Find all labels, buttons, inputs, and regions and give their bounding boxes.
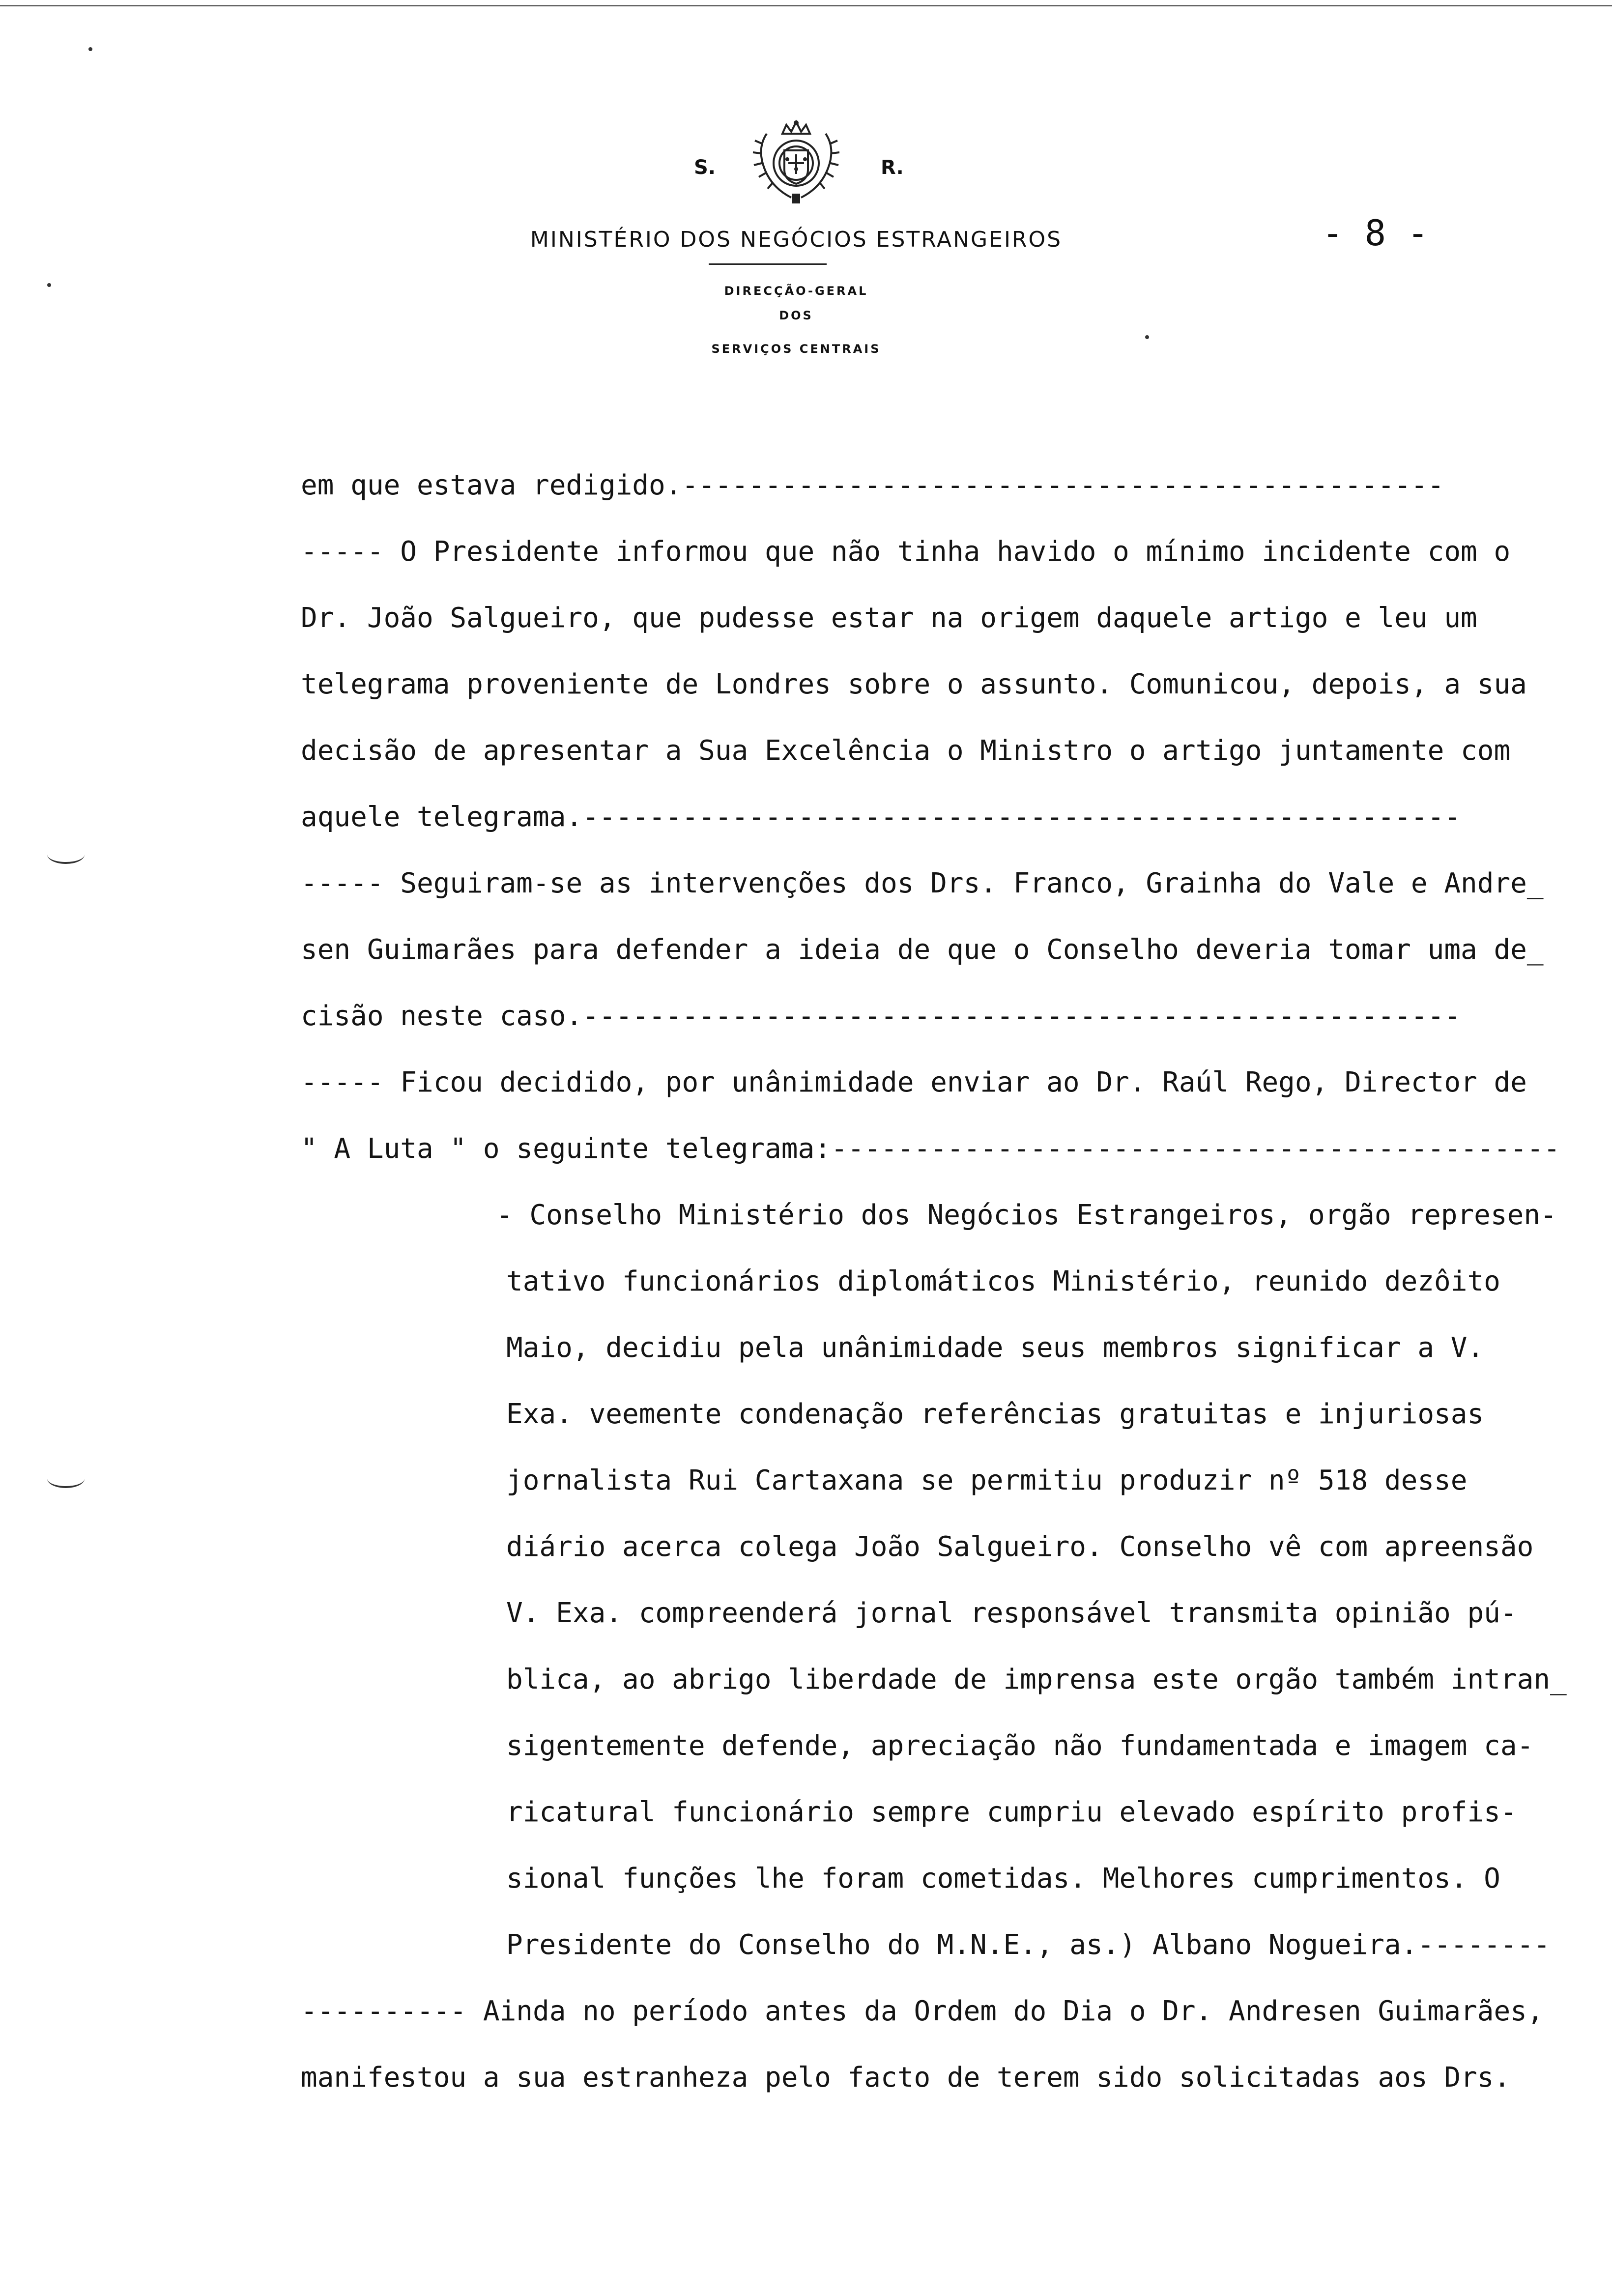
page-number: - 8 - <box>1322 212 1429 254</box>
department-line-1: DIRECÇÃO-GERAL <box>724 284 868 298</box>
header-right-letter: R. <box>881 156 904 179</box>
body-line: ----- O Presidente informou que não tinha havido o mínimo incidente com o <box>301 536 1511 568</box>
telegram-line: sional funções lhe foram cometidas. Melhores cumprimentos. O <box>506 1863 1500 1894</box>
telegram-line: jornalista Rui Cartaxana se permitiu produzir nº 518 desse <box>506 1464 1468 1496</box>
body-line: ----- Ficou decidido, por unânimidade enviar ao Dr. Raúl Rego, Director de <box>301 1066 1527 1098</box>
closing-line: manifestou a sua estranheza pelo facto de terem sido solicitadas aos Drs. <box>301 2062 1511 2094</box>
body-line: sen Guimarães para defender a ideia de que o Conselho deveria tomar uma de_ <box>301 934 1544 966</box>
telegram-line: blica, ao abrigo liberdade de imprensa este orgão também intran_ <box>506 1664 1567 1695</box>
telegram-line: tativo funcionários diplomáticos Ministério, reunido dezôito <box>506 1265 1500 1297</box>
body-line: aquele telegrama.----------------------------------------------------- <box>301 801 1461 833</box>
department-line-2: DOS <box>779 309 813 322</box>
telegram-line: V. Exa. compreenderá jornal responsável transmita opinião pú- <box>506 1597 1517 1629</box>
body-line: " A Luta " o seguinte telegrama:-------------------------------------------- <box>301 1133 1560 1165</box>
telegram-line: sigentemente defende, apreciação não fundamentada e imagem ca- <box>506 1730 1534 1762</box>
speck-mark <box>1145 335 1149 339</box>
telegram-line: - Conselho Ministério dos Negócios Estrangeiros, orgão represen- <box>496 1199 1557 1231</box>
body-line: em que estava redigido.---------------------------------------------- <box>301 469 1444 501</box>
department-line-3: SERVIÇOS CENTRAIS <box>711 342 881 356</box>
telegram-line: Presidente do Conselho do M.N.E., as.) Albano Nogueira.-------- <box>506 1929 1551 1961</box>
telegram-line: ricatural funcionário sempre cumpriu elevado espírito profis- <box>506 1796 1517 1828</box>
body-line: decisão de apresentar a Sua Excelência o Ministro o artigo juntamente com <box>301 735 1511 767</box>
body-line: ----- Seguiram-se as intervenções dos Drs. Franco, Grainha do Vale e Andre_ <box>301 867 1544 899</box>
hole-punch-mark <box>47 845 85 864</box>
body-line: telegrama proveniente de Londres sobre o assunto. Comunicou, depois, a sua <box>301 668 1527 700</box>
speck-mark <box>47 283 51 287</box>
heading-divider <box>709 263 827 265</box>
portuguese-coat-of-arms-icon <box>737 114 855 212</box>
body-line: cisão neste caso.----------------------------------------------------- <box>301 1000 1461 1032</box>
ministry-heading: MINISTÉRIO DOS NEGÓCIOS ESTRANGEIROS <box>530 227 1063 252</box>
body-line: Dr. João Salgueiro, que pudesse estar na origem daquele artigo e leu um <box>301 602 1477 634</box>
telegram-line: diário acerca colega João Salgueiro. Conselho vê com apreensão <box>506 1531 1534 1563</box>
closing-line: ---------- Ainda no período antes da Ordem do Dia o Dr. Andresen Guimarães, <box>301 1995 1544 2027</box>
header-left-letter: S. <box>694 156 716 179</box>
hole-punch-mark <box>47 1469 85 1488</box>
telegram-line: Maio, decidiu pela unânimidade seus membros significar a V. <box>506 1332 1484 1364</box>
top-edge-rule <box>0 5 1612 6</box>
telegram-line: Exa. veemente condenação referências gratuitas e injuriosas <box>506 1398 1484 1430</box>
speck-mark <box>88 47 92 51</box>
